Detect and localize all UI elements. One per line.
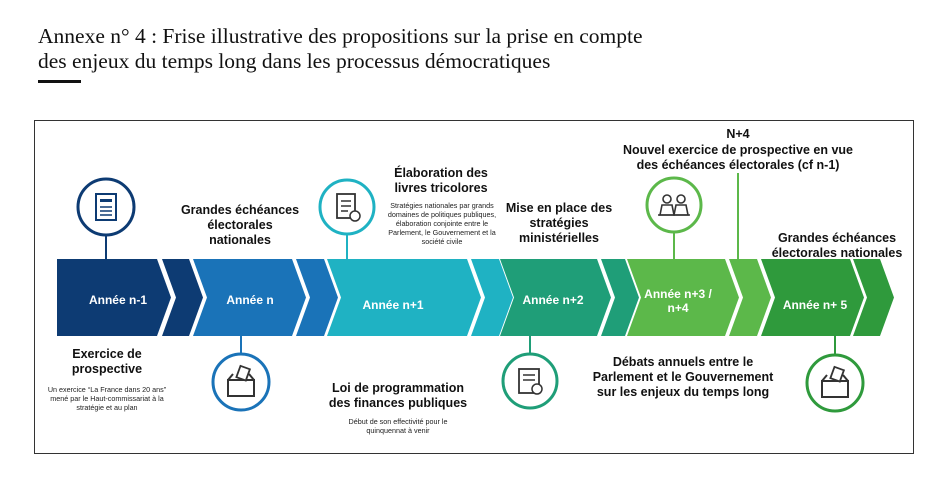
ballot-box-icon — [807, 355, 863, 411]
label-n4: N+4 — [726, 127, 750, 141]
label-elaboration-desc: Stratégies nationales par grands domaines de politiques publiques, élaboration conjointe entre le Parlement, le Gouvernement et la société civile — [387, 201, 497, 246]
arrow-label-annee-n-plus-1: Année n+1 — [362, 298, 424, 312]
label-grandes-echeances-n: Grandes échéances électorales nationales — [180, 203, 300, 247]
arrow-label-annee-n-plus-5: Année n+ 5 — [782, 298, 848, 312]
strategy-document-icon — [320, 180, 374, 234]
debate-people-icon — [647, 178, 701, 232]
label-mise-en-place: Mise en place des stratégies ministérielles — [505, 201, 613, 245]
label-exercice-prospective: Exercice de prospective — [71, 347, 143, 376]
title-underline — [38, 80, 81, 83]
signed-contract-icon — [503, 354, 557, 408]
label-elaboration-livres: Élaboration des livres tricolores — [394, 166, 488, 195]
arrow-label-annee-n-plus-2: Année n+2 — [522, 293, 584, 307]
document-icon — [78, 179, 134, 235]
label-loi-programmation: Loi de programmation des finances publiques — [328, 381, 468, 410]
arrow-label-annee-n-1: Année n-1 — [88, 293, 147, 307]
label-loi-desc: Début de son effectivité pour le quinquennat à venir — [348, 417, 448, 435]
arrow-label-annee-n: Année n — [226, 293, 274, 307]
label-nouvel-exercice: Nouvel exercice de prospective en vue des échéances électorales (cf n-1) — [623, 143, 853, 172]
label-debats-annuels: Débats annuels entre le Parlement et le Gouvernement sur les enjeux du temps long — [592, 355, 774, 399]
label-exercice-desc: Un exercice “La France dans 20 ans” mené par le Haut-commissariat à la stratégie et au plan — [47, 385, 167, 412]
timeline-frame — [34, 120, 914, 454]
arrow-label-annee-n-plus-3-4: Année n+3 / n+4 — [644, 287, 712, 315]
label-grandes-echeances-n5: Grandes échéances électorales nationales — [771, 231, 903, 260]
title-line-2: des enjeux du temps long dans les processus démocratiques — [38, 49, 551, 73]
page-title — [38, 24, 898, 74]
title-line-1: Annexe n° 4 : Frise illustrative des propositions sur la prise en compte — [38, 24, 643, 48]
ballot-box-icon — [213, 354, 269, 410]
